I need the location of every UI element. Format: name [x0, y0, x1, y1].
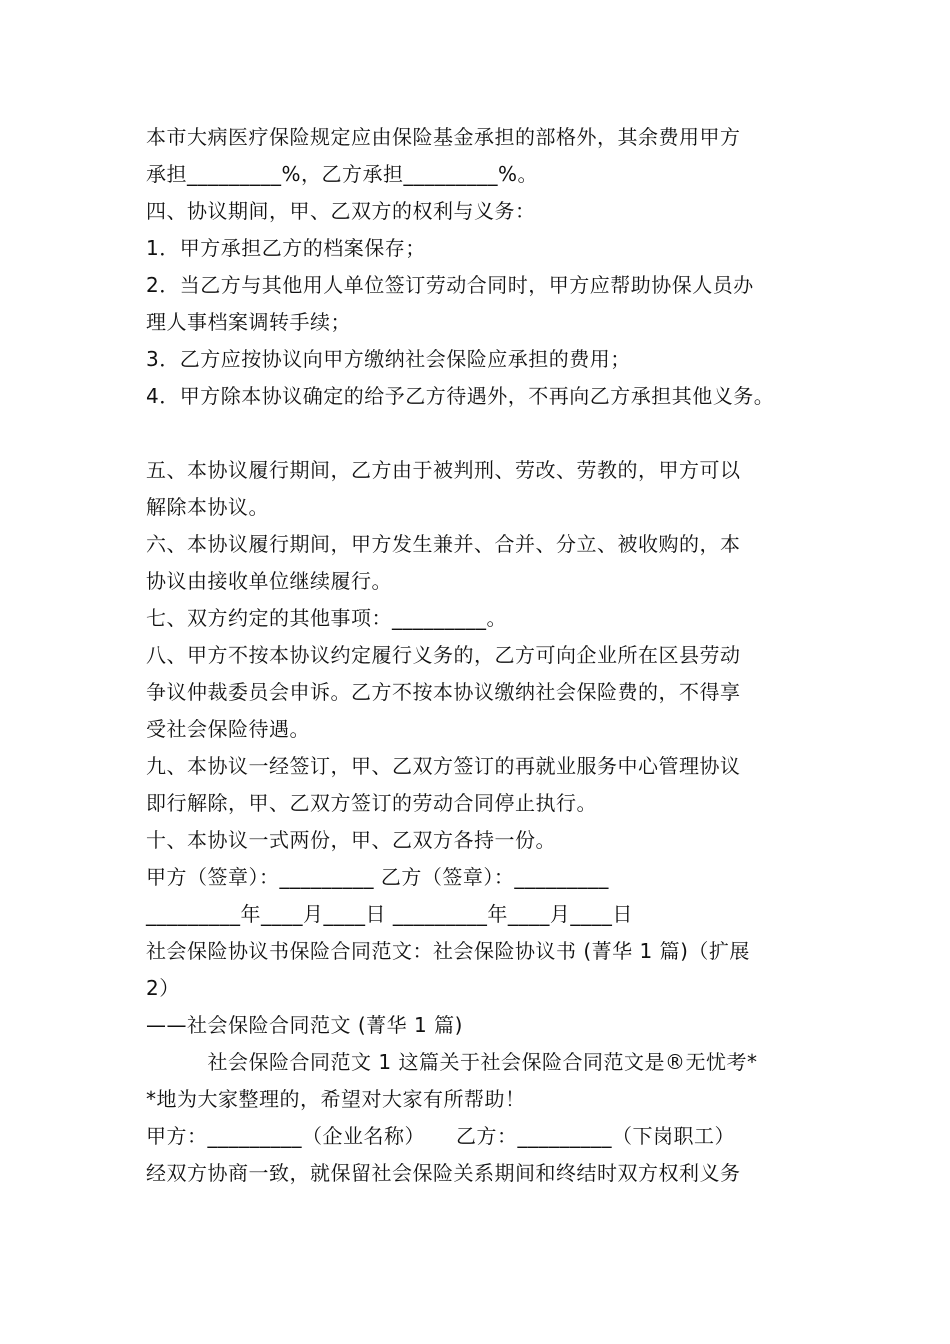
- party-line: 甲方：_________（企业名称） 乙方：_________（下岗职工）: [146, 1124, 735, 1148]
- section-heading: 四、协议期间，甲、乙双方的权利与义务：: [146, 199, 536, 223]
- text-line: 经双方协商一致，就保留社会保险关系期间和终结时双方权利义务: [146, 1161, 741, 1185]
- text-line: 2）: [146, 976, 180, 1000]
- list-item: 4．甲方除本协议确定的给予乙方待遇外，不再向乙方承担其他义务。: [146, 384, 775, 408]
- text-line: 社会保险合同范文 1 这篇关于社会保险合同范文是®无忧考*: [146, 1050, 758, 1074]
- subtitle: ——社会保险合同范文 (菁华 1 篇): [146, 1013, 463, 1037]
- text-line: 协议由接收单位继续履行。: [146, 569, 392, 593]
- text-line: 八、甲方不按本协议约定履行义务的，乙方可向企业所在区县劳动: [146, 643, 741, 667]
- text-line: 本市大病医疗保险规定应由保险基金承担的部格外，其余费用甲方: [146, 125, 741, 149]
- text-line: 六、本协议履行期间，甲方发生兼并、合并、分立、被收购的，本: [146, 532, 741, 556]
- text-line: 九、本协议一经签订，甲、乙双方签订的再就业服务中心管理协议: [146, 754, 741, 778]
- date-line: _________年____月____日 _________年____月____日: [146, 902, 633, 926]
- text-line: 解除本协议。: [146, 495, 269, 519]
- text-line: 社会保险协议书保险合同范文：社会保险协议书 (菁华 1 篇)（扩展: [146, 939, 750, 963]
- text-line: 即行解除，甲、乙双方签订的劳动合同停止执行。: [146, 791, 597, 815]
- text-line: 受社会保险待遇。: [146, 717, 310, 741]
- text-line: 五、本协议履行期间，乙方由于被判刑、劳改、劳教的，甲方可以: [146, 458, 741, 482]
- text-line: *地为大家整理的，希望对大家有所帮助！: [146, 1087, 526, 1111]
- text-line: 十、本协议一式两份，甲、乙双方各持一份。: [146, 828, 556, 852]
- signature-line: 甲方（签章）：_________ 乙方（签章）：_________: [146, 865, 609, 889]
- text-line: 理人事档案调转手续；: [146, 310, 351, 334]
- text-line: 承担_________%，乙方承担_________%。: [146, 162, 539, 186]
- list-item: 1．甲方承担乙方的档案保存；: [146, 236, 426, 260]
- list-item: 3．乙方应按协议向甲方缴纳社会保险应承担的费用；: [146, 347, 631, 371]
- text-line: 七、双方约定的其他事项：_________。: [146, 606, 507, 630]
- text-line: 争议仲裁委员会申诉。乙方不按本协议缴纳社会保险费的，不得享: [146, 680, 741, 704]
- list-item: 2．当乙方与其他用人单位签订劳动合同时，甲方应帮助协保人员办: [146, 273, 754, 297]
